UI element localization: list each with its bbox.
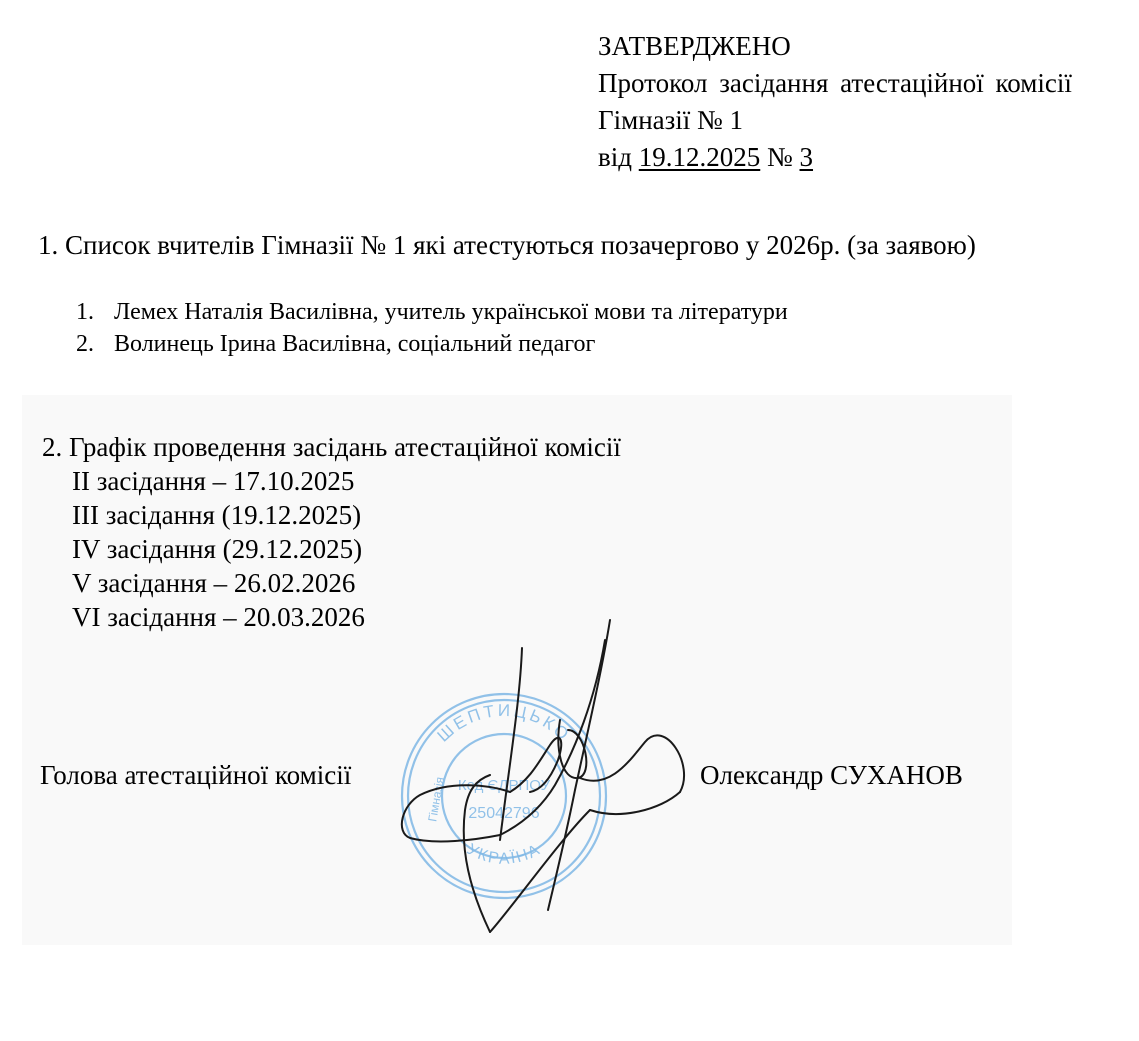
signatory-name: Олександр СУХАНОВ: [700, 760, 963, 790]
approval-heading: ЗАТВЕРДЖЕНО: [598, 31, 791, 61]
stamp-code: 25042796: [468, 805, 540, 822]
handwritten-signature: [380, 610, 720, 940]
approval-date-line: [598, 139, 1072, 176]
list-item-number: 2.: [76, 331, 94, 357]
meeting-item: III засідання (19.12.2025): [72, 500, 362, 530]
list-item: [76, 296, 788, 328]
stamp-top-text: ШЕПТИЦЬКО: [433, 700, 575, 746]
approval-school: Гімназії № 1: [598, 105, 744, 135]
stamp-left-text: Гімназія: [425, 775, 447, 823]
approval-block: [598, 28, 1072, 176]
meeting-item: IV засідання (29.12.2025): [72, 534, 363, 564]
meeting-schedule: [42, 430, 621, 634]
section1-title: 1. Список вчителів Гімназії № 1 які атестуються позачергово у 2026р. (за заявою): [38, 230, 976, 260]
list-item-number: 1.: [76, 299, 94, 325]
stamp-code-label: Код ЄДРПОУ: [457, 777, 551, 794]
teacher-list: [76, 296, 788, 360]
list-item: [76, 328, 788, 360]
meeting-item: V засідання – 26.02.2026: [72, 568, 356, 598]
approval-number-sign: №: [760, 142, 800, 172]
meeting-item: VI засідання – 20.03.2026: [72, 602, 365, 632]
section2-title: 2. Графік проведення засідань атестаційної комісії: [42, 432, 621, 462]
meeting-item: II засідання – 17.10.2025: [72, 466, 355, 496]
approval-number: 3: [799, 142, 814, 172]
list-item-text: Волинець Ірина Василівна, соціальний педагог: [114, 331, 596, 357]
approval-date: 19.12.2025: [638, 142, 761, 172]
stamp-bottom-text: УКРАЇНА: [463, 840, 545, 868]
approval-protocol: Протокол засідання атестаційної комісії: [598, 68, 1072, 98]
list-item-text: Лемех Наталія Василівна, учитель української мови та літератури: [114, 299, 788, 325]
approval-date-prefix: від: [598, 142, 639, 172]
signatory-role: Голова атестаційної комісії: [40, 760, 352, 790]
